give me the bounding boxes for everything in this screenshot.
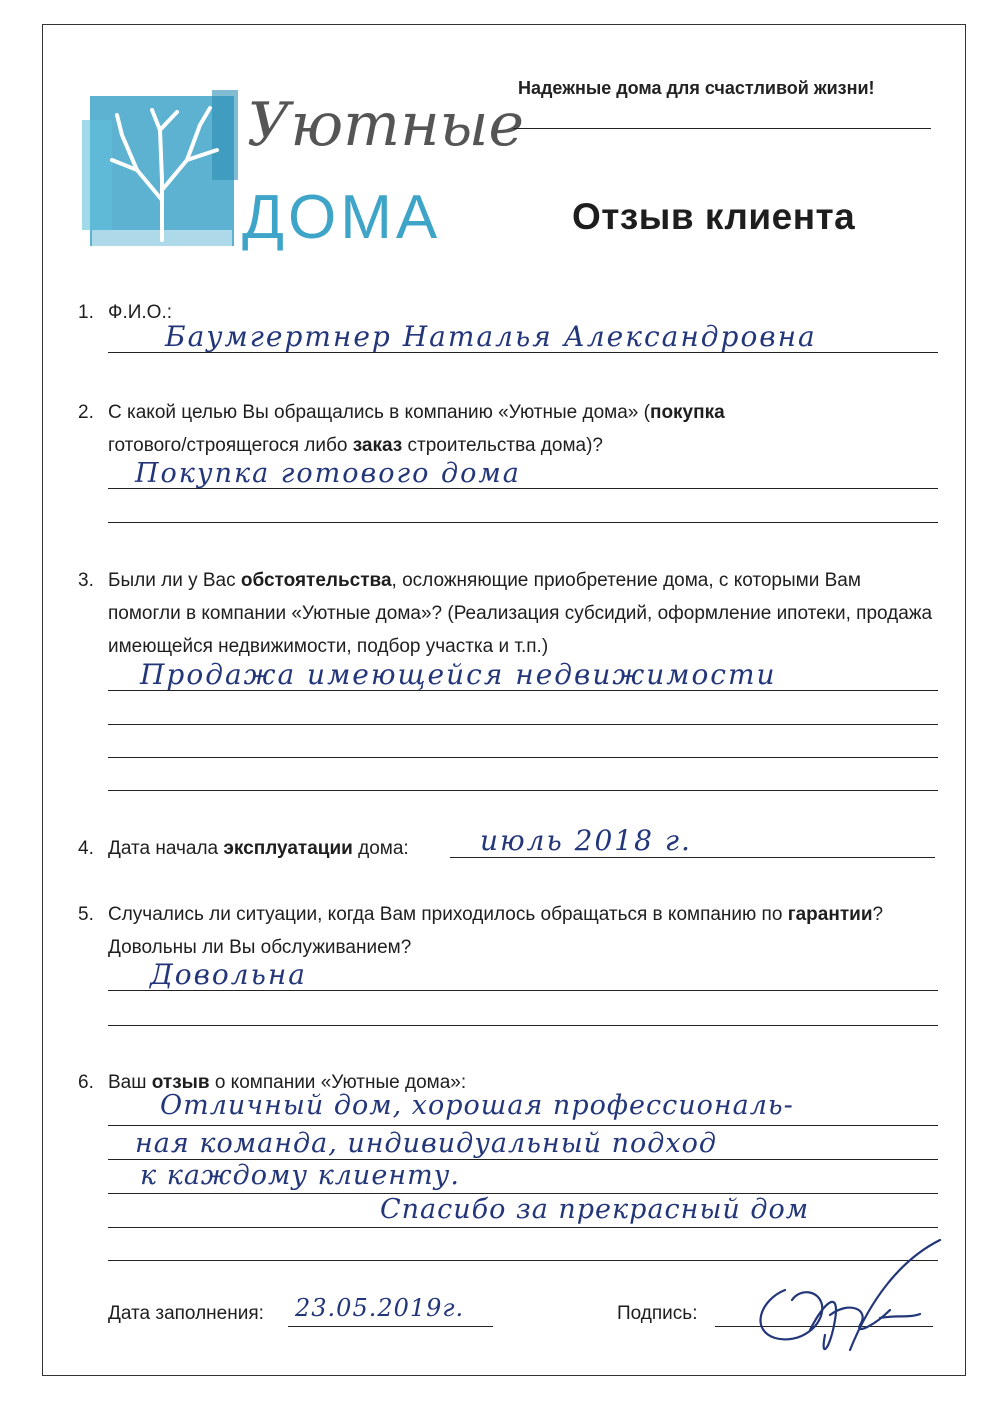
- signature-image: [730, 1230, 960, 1370]
- answer-line: [108, 724, 938, 725]
- answer-line: [108, 352, 938, 353]
- question-text: Дата начала: [108, 838, 224, 859]
- logo-word-2: ДОМА: [242, 183, 442, 252]
- answer-5: Довольна: [150, 958, 307, 991]
- answer-line: [108, 488, 938, 489]
- question-text: Были ли у Вас: [108, 570, 241, 591]
- answer-6-line-1: Отличный дом, хорошая профессиональ-: [160, 1090, 794, 1121]
- tree-logo-image: [82, 90, 242, 250]
- question-text: о компании «Уютные дома»:: [209, 1072, 467, 1093]
- company-logo: [82, 90, 524, 260]
- tagline: Надежные дома для счастливой жизни!: [518, 78, 875, 98]
- question-keyword: отзыв: [151, 1072, 210, 1093]
- question-text: готового/строящегося либо: [108, 435, 353, 456]
- date-label: Дата заполнения:: [108, 1303, 264, 1324]
- question-keyword: обстоятельства: [240, 570, 392, 591]
- question-keyword: гарантии: [787, 904, 873, 925]
- page-title: Отзыв клиента: [572, 196, 856, 237]
- answer-line: [108, 1159, 938, 1160]
- question-5: [78, 898, 938, 964]
- question-2: [78, 396, 938, 462]
- question-number: 3.: [78, 570, 94, 591]
- question-keyword: эксплуатации: [223, 838, 353, 859]
- question-text: Ваш: [108, 1072, 152, 1093]
- question-text: Ф.И.О.:: [108, 302, 172, 323]
- answer-3: Продажа имеющейся недвижимости: [140, 658, 777, 691]
- signature-label: Подпись:: [617, 1303, 698, 1324]
- question-text: дома:: [352, 838, 409, 859]
- question-3: [78, 564, 938, 663]
- answer-line: [108, 1193, 938, 1194]
- question-number: 2.: [78, 402, 94, 423]
- question-keyword: покупка: [649, 402, 725, 423]
- answer-line: [108, 1025, 938, 1026]
- answer-line: [108, 1125, 938, 1126]
- question-number: 6.: [78, 1072, 94, 1093]
- answer-2: Покупка готового дома: [135, 458, 521, 489]
- question-text: С какой целью Вы обращались в компанию «Уютные дома» (: [108, 402, 650, 423]
- question-keyword: заказ: [352, 435, 403, 456]
- answer-6-line-2: ная команда, индивидуальный подход: [135, 1128, 718, 1159]
- answer-line: [108, 690, 938, 691]
- logo-word-1: Уютные: [247, 90, 524, 160]
- question-number: 4.: [78, 838, 94, 859]
- answer-1: Баумгертнер Наталья Александровна: [165, 320, 817, 353]
- date-value: 23.05.2019г.: [295, 1294, 465, 1322]
- tagline-underline: [513, 128, 931, 129]
- answer-line: [108, 1227, 938, 1228]
- date-line: [288, 1326, 493, 1327]
- answer-line: [450, 857, 935, 858]
- question-text: Случались ли ситуации, когда Вам приходилось обращаться в компанию по: [108, 904, 788, 925]
- question-text: ? Довольны ли Вы обслуживанием?: [108, 904, 884, 958]
- answer-6-line-3: к каждому клиенту.: [140, 1160, 460, 1191]
- question-number: 1.: [78, 302, 94, 323]
- question-text: , осложняющие приобретение дома, с которыми Вам помогли в компании «Уютные дома»? (Реализация субсидий, оформление ипотеки, продажа имеющейся недвижимости, подбор участка и т.п.): [108, 570, 933, 657]
- answer-6-line-4: Спасибо за прекрасный дом: [380, 1194, 810, 1225]
- answer-line: [108, 990, 938, 991]
- answer-line: [108, 757, 938, 758]
- answer-line: [108, 790, 938, 791]
- question-text: строительства дома)?: [402, 435, 603, 456]
- answer-4: июль 2018 г.: [480, 824, 692, 857]
- question-number: 5.: [78, 904, 94, 925]
- answer-line: [108, 522, 938, 523]
